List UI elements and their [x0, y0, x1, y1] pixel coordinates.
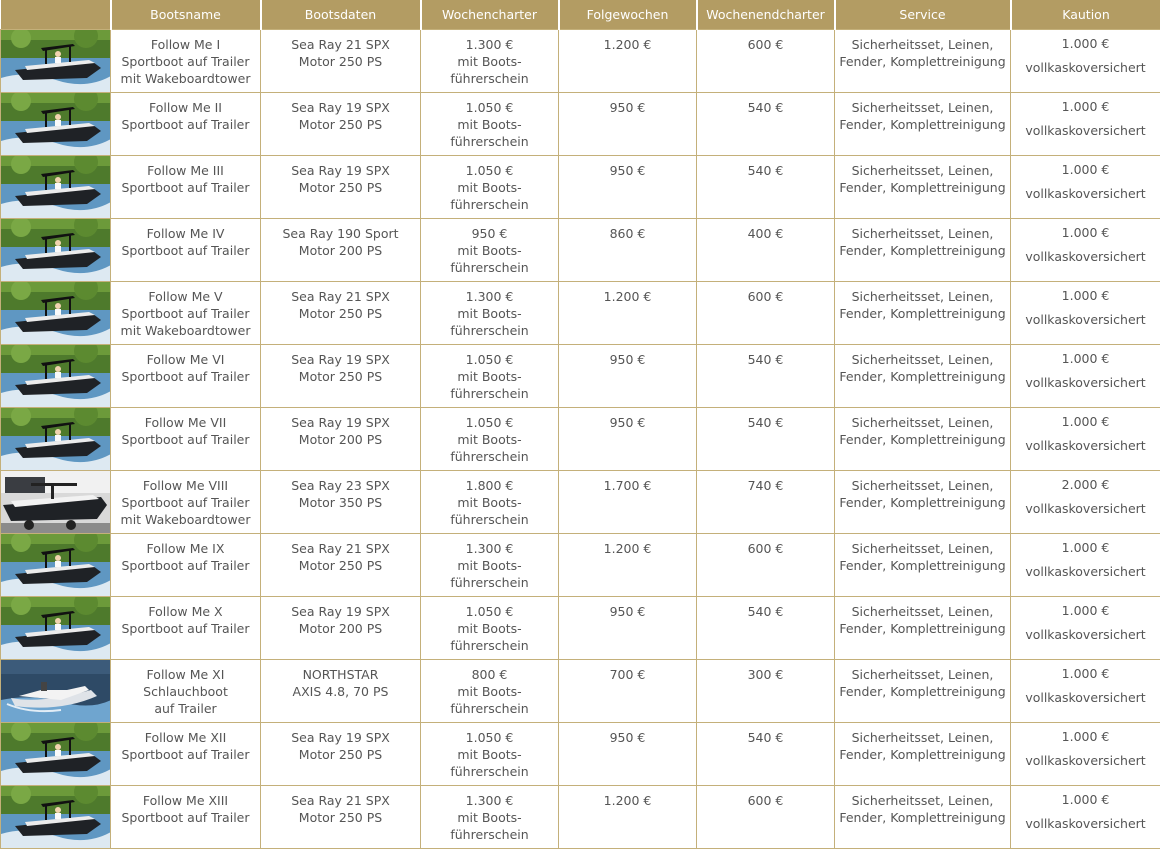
table-row [1, 660, 1160, 723]
deposit-info-cell [1011, 30, 1160, 93]
boat-specs-cell [261, 723, 421, 786]
boat-specs-cell [261, 282, 421, 345]
weekend-charter-price: 540 € [747, 163, 784, 178]
service-info: Sicherheitsset, Leinen, Fender, Komplettreinigung [839, 289, 1006, 321]
service-info-cell [835, 408, 1011, 471]
follow-week-price-cell [559, 219, 697, 282]
boat-specs-cell [261, 597, 421, 660]
boat-photo-cell [1, 30, 111, 93]
service-info: Sicherheitsset, Leinen, Fender, Komplettreinigung [839, 163, 1006, 195]
service-info-cell [835, 723, 1011, 786]
deposit-info: 1.000 € vollkaskoversichert [1025, 162, 1146, 201]
boat-photo-sportboot [1, 93, 111, 155]
boat-specs: NORTHSTAR AXIS 4.8, 70 PS [292, 667, 389, 699]
follow-week-price-cell [559, 30, 697, 93]
deposit-info: 1.000 € vollkaskoversichert [1025, 36, 1146, 75]
service-info-cell [835, 93, 1011, 156]
weekend-charter-price: 600 € [747, 541, 784, 556]
boat-specs-cell [261, 471, 421, 534]
deposit-info-cell [1011, 723, 1160, 786]
weekend-charter-price-cell [697, 408, 835, 471]
boat-specs-cell [261, 660, 421, 723]
deposit-info-cell [1011, 534, 1160, 597]
deposit-info: 1.000 € vollkaskoversichert [1025, 351, 1146, 390]
boat-name: Follow Me V Sportboot auf Trailer mit Wakeboardtower [120, 289, 251, 338]
follow-week-price-cell [559, 723, 697, 786]
deposit-info: 1.000 € vollkaskoversichert [1025, 225, 1146, 264]
boat-photo-trailer [1, 471, 111, 533]
weekend-charter-price: 540 € [747, 604, 784, 619]
header-kaution: Kaution [1011, 0, 1160, 30]
follow-week-price: 1.200 € [603, 289, 652, 304]
service-info-cell [835, 534, 1011, 597]
boat-name: Follow Me VI Sportboot auf Trailer [121, 352, 250, 384]
weekend-charter-price: 300 € [747, 667, 784, 682]
follow-week-price: 860 € [609, 226, 646, 241]
week-charter-price-cell [421, 30, 559, 93]
boat-photo-sportboot [1, 282, 111, 344]
service-info: Sicherheitsset, Leinen, Fender, Komplettreinigung [839, 541, 1006, 573]
boat-specs-cell [261, 408, 421, 471]
week-charter-price-cell [421, 597, 559, 660]
boat-name-cell [111, 345, 261, 408]
week-charter-price-cell [421, 408, 559, 471]
boat-specs: Sea Ray 19 SPX Motor 250 PS [291, 163, 390, 195]
deposit-info-cell [1011, 786, 1160, 849]
service-info-cell [835, 156, 1011, 219]
table-row [1, 723, 1160, 786]
header-bootsdaten: Bootsdaten [261, 0, 421, 30]
weekend-charter-price: 540 € [747, 352, 784, 367]
follow-week-price-cell [559, 786, 697, 849]
boat-name: Follow Me XIII Sportboot auf Trailer [121, 793, 250, 825]
follow-week-price: 1.700 € [603, 478, 652, 493]
deposit-info: 1.000 € vollkaskoversichert [1025, 99, 1146, 138]
weekend-charter-price: 540 € [747, 730, 784, 745]
follow-week-price-cell [559, 660, 697, 723]
boat-name-cell [111, 30, 261, 93]
week-charter-price: 950 € mit Boots- führerschein [450, 226, 529, 275]
boat-name: Follow Me II Sportboot auf Trailer [121, 100, 250, 132]
table-body [1, 30, 1160, 849]
week-charter-price: 1.300 € mit Boots- führerschein [450, 37, 529, 86]
header-folgewochen: Folgewochen [559, 0, 697, 30]
week-charter-price-cell [421, 660, 559, 723]
boat-photo-sportboot [1, 30, 111, 92]
week-charter-price: 1.050 € mit Boots- führerschein [450, 730, 529, 779]
deposit-info-cell [1011, 93, 1160, 156]
deposit-info: 1.000 € vollkaskoversichert [1025, 792, 1146, 831]
week-charter-price: 1.800 € mit Boots- führerschein [450, 478, 529, 527]
weekend-charter-price: 540 € [747, 100, 784, 115]
boat-specs: Sea Ray 190 Sport Motor 200 PS [282, 226, 399, 258]
boat-specs: Sea Ray 19 SPX Motor 250 PS [291, 730, 390, 762]
boat-specs: Sea Ray 19 SPX Motor 250 PS [291, 100, 390, 132]
boat-photo-sportboot [1, 534, 111, 596]
follow-week-price-cell [559, 471, 697, 534]
boat-photo-sportboot [1, 786, 111, 848]
week-charter-price: 1.050 € mit Boots- führerschein [450, 100, 529, 149]
weekend-charter-price: 600 € [747, 37, 784, 52]
weekend-charter-price: 600 € [747, 793, 784, 808]
week-charter-price-cell [421, 282, 559, 345]
deposit-info: 1.000 € vollkaskoversichert [1025, 729, 1146, 768]
boat-name: Follow Me VIII Sportboot auf Trailer mit Wakeboardtower [120, 478, 251, 527]
weekend-charter-price: 540 € [747, 415, 784, 430]
boat-photo-cell [1, 786, 111, 849]
follow-week-price: 1.200 € [603, 37, 652, 52]
weekend-charter-price-cell [697, 597, 835, 660]
table-row [1, 345, 1160, 408]
service-info: Sicherheitsset, Leinen, Fender, Komplettreinigung [839, 352, 1006, 384]
boat-name-cell [111, 471, 261, 534]
table-row [1, 597, 1160, 660]
boat-photo-cell [1, 345, 111, 408]
boat-photo-cell [1, 93, 111, 156]
deposit-info-cell [1011, 219, 1160, 282]
boat-specs: Sea Ray 21 SPX Motor 250 PS [291, 793, 390, 825]
weekend-charter-price: 740 € [747, 478, 784, 493]
boat-specs-cell [261, 156, 421, 219]
header-image [1, 0, 111, 30]
service-info: Sicherheitsset, Leinen, Fender, Komplettreinigung [839, 100, 1006, 132]
deposit-info: 1.000 € vollkaskoversichert [1025, 666, 1146, 705]
week-charter-price: 1.300 € mit Boots- führerschein [450, 793, 529, 842]
boat-name-cell [111, 156, 261, 219]
deposit-info: 1.000 € vollkaskoversichert [1025, 414, 1146, 453]
deposit-info-cell [1011, 408, 1160, 471]
week-charter-price-cell [421, 471, 559, 534]
boat-specs-cell [261, 345, 421, 408]
boat-name-cell [111, 219, 261, 282]
boat-specs-cell [261, 786, 421, 849]
boat-photo-schlauchboot [1, 660, 111, 722]
week-charter-price-cell [421, 786, 559, 849]
follow-week-price-cell [559, 93, 697, 156]
service-info-cell [835, 345, 1011, 408]
boat-specs-cell [261, 534, 421, 597]
boat-specs: Sea Ray 21 SPX Motor 250 PS [291, 289, 390, 321]
boat-photo-sportboot [1, 345, 111, 407]
boat-photo-sportboot [1, 156, 111, 218]
week-charter-price: 1.050 € mit Boots- führerschein [450, 415, 529, 464]
boat-name: Follow Me VII Sportboot auf Trailer [121, 415, 250, 447]
deposit-info: 1.000 € vollkaskoversichert [1025, 288, 1146, 327]
boat-photo-cell [1, 156, 111, 219]
boat-name: Follow Me XI Schlauchboot auf Trailer [143, 667, 228, 716]
service-info-cell [835, 786, 1011, 849]
service-info-cell [835, 30, 1011, 93]
weekend-charter-price-cell [697, 660, 835, 723]
follow-week-price: 950 € [609, 352, 646, 367]
boat-photo-cell [1, 660, 111, 723]
deposit-info-cell [1011, 471, 1160, 534]
weekend-charter-price-cell [697, 723, 835, 786]
table-row [1, 282, 1160, 345]
boat-specs: Sea Ray 19 SPX Motor 200 PS [291, 415, 390, 447]
boat-name-cell [111, 786, 261, 849]
follow-week-price: 1.200 € [603, 793, 652, 808]
follow-week-price-cell [559, 345, 697, 408]
boat-specs-cell [261, 93, 421, 156]
boat-name: Follow Me IX Sportboot auf Trailer [121, 541, 250, 573]
service-info: Sicherheitsset, Leinen, Fender, Komplettreinigung [839, 793, 1006, 825]
boat-name-cell [111, 534, 261, 597]
table-row [1, 156, 1160, 219]
week-charter-price-cell [421, 156, 559, 219]
service-info-cell [835, 660, 1011, 723]
table-row [1, 471, 1160, 534]
week-charter-price: 800 € mit Boots- führerschein [450, 667, 529, 716]
deposit-info: 2.000 € vollkaskoversichert [1025, 477, 1146, 516]
header-bootsname: Bootsname [111, 0, 261, 30]
boat-name-cell [111, 282, 261, 345]
boat-photo-sportboot [1, 219, 111, 281]
week-charter-price: 1.050 € mit Boots- führerschein [450, 604, 529, 653]
boat-photo-cell [1, 534, 111, 597]
service-info: Sicherheitsset, Leinen, Fender, Komplettreinigung [839, 37, 1006, 69]
table-row [1, 534, 1160, 597]
boat-photo-sportboot [1, 408, 111, 470]
week-charter-price-cell [421, 534, 559, 597]
boat-name: Follow Me IV Sportboot auf Trailer [121, 226, 250, 258]
boat-name-cell [111, 660, 261, 723]
boat-photo-cell [1, 219, 111, 282]
follow-week-price: 950 € [609, 163, 646, 178]
boat-specs: Sea Ray 21 SPX Motor 250 PS [291, 37, 390, 69]
boat-name: Follow Me X Sportboot auf Trailer [121, 604, 250, 636]
boat-photo-cell [1, 597, 111, 660]
boat-photo-sportboot [1, 723, 111, 785]
follow-week-price-cell [559, 156, 697, 219]
service-info: Sicherheitsset, Leinen, Fender, Komplettreinigung [839, 226, 1006, 258]
deposit-info-cell [1011, 345, 1160, 408]
boat-name-cell [111, 723, 261, 786]
header-row [1, 0, 1160, 30]
service-info: Sicherheitsset, Leinen, Fender, Komplettreinigung [839, 667, 1006, 699]
weekend-charter-price-cell [697, 471, 835, 534]
follow-week-price-cell [559, 408, 697, 471]
deposit-info-cell [1011, 282, 1160, 345]
boat-specs: Sea Ray 19 SPX Motor 250 PS [291, 352, 390, 384]
week-charter-price: 1.050 € mit Boots- führerschein [450, 163, 529, 212]
deposit-info-cell [1011, 156, 1160, 219]
week-charter-price: 1.050 € mit Boots- führerschein [450, 352, 529, 401]
service-info-cell [835, 282, 1011, 345]
service-info: Sicherheitsset, Leinen, Fender, Komplettreinigung [839, 604, 1006, 636]
boat-name-cell [111, 597, 261, 660]
weekend-charter-price: 600 € [747, 289, 784, 304]
boat-name-cell [111, 408, 261, 471]
weekend-charter-price: 400 € [747, 226, 784, 241]
follow-week-price: 950 € [609, 415, 646, 430]
deposit-info-cell [1011, 660, 1160, 723]
week-charter-price-cell [421, 219, 559, 282]
service-info: Sicherheitsset, Leinen, Fender, Komplettreinigung [839, 478, 1006, 510]
week-charter-price: 1.300 € mit Boots- führerschein [450, 541, 529, 590]
boat-photo-cell [1, 471, 111, 534]
boat-specs-cell [261, 219, 421, 282]
boat-photo-sportboot [1, 597, 111, 659]
boat-photo-cell [1, 282, 111, 345]
follow-week-price: 700 € [609, 667, 646, 682]
weekend-charter-price-cell [697, 93, 835, 156]
weekend-charter-price-cell [697, 282, 835, 345]
weekend-charter-price-cell [697, 30, 835, 93]
boat-photo-cell [1, 408, 111, 471]
table-row [1, 786, 1160, 849]
follow-week-price-cell [559, 597, 697, 660]
boat-specs: Sea Ray 19 SPX Motor 200 PS [291, 604, 390, 636]
service-info-cell [835, 471, 1011, 534]
weekend-charter-price-cell [697, 219, 835, 282]
follow-week-price: 950 € [609, 604, 646, 619]
deposit-info: 1.000 € vollkaskoversichert [1025, 603, 1146, 642]
boat-name-cell [111, 93, 261, 156]
follow-week-price-cell [559, 534, 697, 597]
boat-specs: Sea Ray 21 SPX Motor 250 PS [291, 541, 390, 573]
weekend-charter-price-cell [697, 786, 835, 849]
follow-week-price: 950 € [609, 730, 646, 745]
follow-week-price: 950 € [609, 100, 646, 115]
boat-name: Follow Me III Sportboot auf Trailer [121, 163, 250, 195]
service-info-cell [835, 219, 1011, 282]
service-info: Sicherheitsset, Leinen, Fender, Komplettreinigung [839, 415, 1006, 447]
week-charter-price-cell [421, 723, 559, 786]
service-info-cell [835, 597, 1011, 660]
weekend-charter-price-cell [697, 156, 835, 219]
service-info: Sicherheitsset, Leinen, Fender, Komplettreinigung [839, 730, 1006, 762]
header-service: Service [835, 0, 1011, 30]
deposit-info: 1.000 € vollkaskoversichert [1025, 540, 1146, 579]
table-row [1, 408, 1160, 471]
week-charter-price: 1.300 € mit Boots- führerschein [450, 289, 529, 338]
table-row [1, 219, 1160, 282]
boat-photo-cell [1, 723, 111, 786]
weekend-charter-price-cell [697, 345, 835, 408]
deposit-info-cell [1011, 597, 1160, 660]
follow-week-price: 1.200 € [603, 541, 652, 556]
follow-week-price-cell [559, 282, 697, 345]
boat-specs: Sea Ray 23 SPX Motor 350 PS [291, 478, 390, 510]
weekend-charter-price-cell [697, 534, 835, 597]
header-wochencharter: Wochencharter [421, 0, 559, 30]
boat-name: Follow Me I Sportboot auf Trailer mit Wakeboardtower [120, 37, 251, 86]
table-row [1, 30, 1160, 93]
boat-name: Follow Me XII Sportboot auf Trailer [121, 730, 250, 762]
table-row [1, 93, 1160, 156]
header-wochenendcharter: Wochenendcharter [697, 0, 835, 30]
boat-specs-cell [261, 30, 421, 93]
week-charter-price-cell [421, 345, 559, 408]
week-charter-price-cell [421, 93, 559, 156]
